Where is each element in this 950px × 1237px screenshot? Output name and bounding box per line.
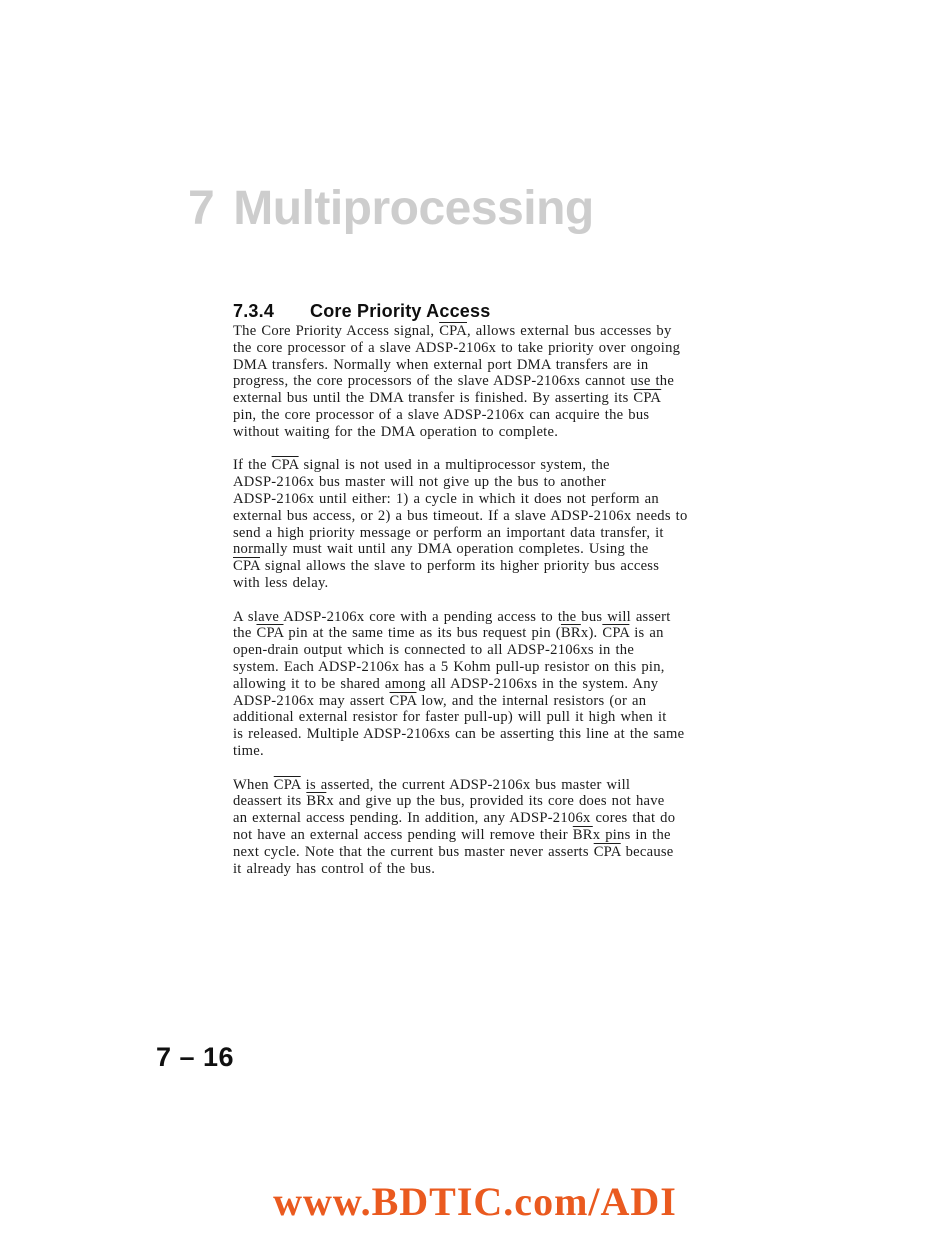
text-line: without waiting for the DMA operation to complete. bbox=[233, 423, 559, 440]
text-line: If the $\overline{CPA}$ signal is not used in a multiprocessor system, the bbox=[233, 457, 610, 474]
chapter-title: Multiprocessing bbox=[233, 182, 594, 235]
text-line: $\overline{CPA}$ signal allows the slave to perform its higher priority bus access bbox=[233, 558, 660, 575]
text-line: it already has control of the bus. bbox=[233, 860, 436, 877]
text-line: progress, the core processors of the slave ADSP-2106xs cannot use the bbox=[233, 373, 675, 390]
chapter-number: 7 bbox=[188, 182, 215, 235]
text-line: with less delay. bbox=[233, 574, 329, 591]
body-paragraphs bbox=[233, 323, 738, 894]
section-heading bbox=[233, 301, 490, 321]
text-line: the core processor of a slave ADSP-2106x to take priority over ongoing bbox=[233, 339, 681, 356]
text-line: When $\overline{CPA}$ is asserted, the current ADSP-2106x bus master will bbox=[233, 776, 631, 793]
text-line: ADSP-2106x bus master will not give up the bus to another bbox=[233, 474, 606, 491]
page-number: 7 – 16 bbox=[156, 1042, 235, 1072]
text-line: send a high priority message or perform an important data transfer, it bbox=[233, 524, 664, 541]
overline-signal: $\overline{CPA}$ bbox=[271, 457, 299, 474]
overline-signal: $\overline{BR}$ bbox=[572, 826, 593, 843]
overline-signal: $\overline{CPA}$ bbox=[389, 692, 417, 709]
text-line: deassert its $\overline{BR}x$ and give up the bus, provided its core does not have bbox=[233, 793, 665, 810]
text-line: system. Each ADSP-2106x has a 5 Kohm pull-up resistor on this pin, bbox=[233, 658, 665, 675]
overline-signal: $\overline{CPA}$ bbox=[233, 558, 260, 575]
chapter-heading bbox=[188, 183, 594, 235]
text-line: open-drain output which is connected to all ADSP-2106xs in the bbox=[233, 642, 635, 659]
text-line: next cycle. Note that the current bus master never asserts $\overline{CPA}$ because bbox=[233, 843, 674, 860]
text-line: an external access pending. In addition, any ADSP-2106x cores that do bbox=[233, 810, 676, 827]
section-number: 7.3.4 bbox=[233, 301, 275, 321]
text-line: is released. Multiple ADSP-2106xs can be asserting this line at the same bbox=[233, 726, 685, 743]
text-line: A slave ADSP-2106x core with a pending access to the bus will assert bbox=[233, 608, 671, 625]
overline-signal: $\overline{CPA}$ bbox=[593, 843, 621, 860]
paragraph bbox=[233, 609, 738, 760]
watermark-link[interactable]: www.BDTIC.com/ADI bbox=[273, 1179, 677, 1224]
text-line: external bus until the DMA transfer is finished. By asserting its $\overline{CPA}$ bbox=[233, 390, 662, 407]
overline-signal: $\overline{BR}$ bbox=[560, 625, 581, 642]
text-line: additional external resistor for faster pull-up) will pull it high when it bbox=[233, 709, 667, 726]
text-line: pin, the core processor of a slave ADSP-2106x can acquire the bus bbox=[233, 406, 650, 423]
text-line: allowing it to be shared among all ADSP-2106xs in the system. Any bbox=[233, 675, 659, 692]
section-title: Core Priority Access bbox=[310, 301, 491, 321]
text-line: The Core Priority Access signal, $\overline{CPA}$, allows external bus accesses by bbox=[233, 323, 672, 339]
paragraph bbox=[233, 457, 738, 591]
text-line: ADSP-2106x until either: 1) a cycle in which it does not perform an bbox=[233, 490, 659, 507]
text-line: not have an external access pending will remove their $\overline{BR}x$ pins in the bbox=[233, 826, 671, 843]
overline-signal: $\overline{CPA}$ bbox=[273, 776, 301, 793]
overline-signal: $\overline{CPA}$ bbox=[439, 323, 467, 339]
overline-signal: $\overline{BR}$ bbox=[306, 793, 327, 810]
text-line: normally must wait until any DMA operation completes. Using the bbox=[233, 541, 649, 558]
paragraph bbox=[233, 323, 738, 441]
text-line: external bus access, or 2) a bus timeout. If a slave ADSP-2106x needs to bbox=[233, 507, 688, 524]
paragraph bbox=[233, 777, 738, 878]
text-line: DMA transfers. Normally when external port DMA transfers are in bbox=[233, 356, 649, 373]
text-line: ADSP-2106x may assert $\overline{CPA}$ low, and the internal resistors (or an bbox=[233, 692, 647, 709]
overline-signal: $\overline{CPA}$ bbox=[633, 390, 662, 407]
text-line: time. bbox=[233, 742, 264, 759]
overline-signal: $\overline{CPA}$ bbox=[602, 625, 630, 642]
text-line: the $\overline{CPA}$ pin at the same time as its bus request pin $(\overline{BR}x)$. $\overline{CPA}$ is an bbox=[233, 625, 664, 642]
overline-signal: $\overline{CPA}$ bbox=[256, 625, 284, 642]
